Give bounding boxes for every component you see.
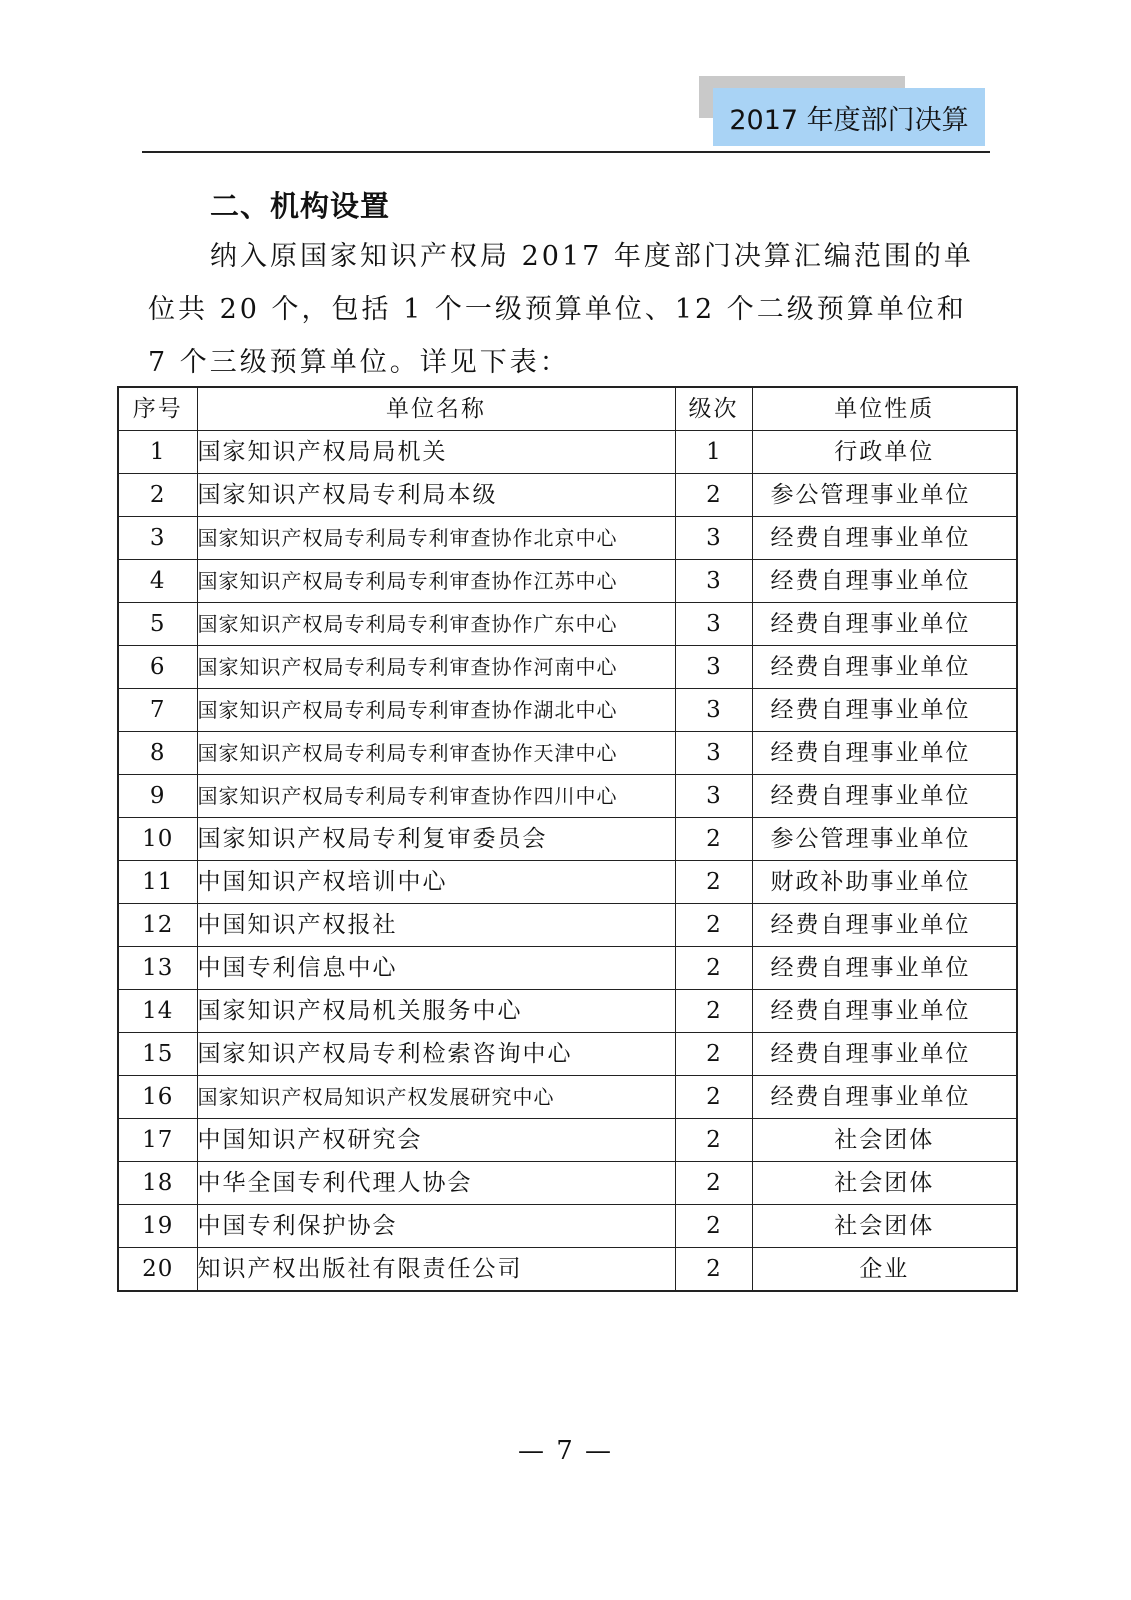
unit-name-cell: 国家知识产权局专利局专利审查协作天津中心 [197, 732, 675, 775]
header-title: 2017 年度部门决算 [729, 104, 969, 136]
row-number-cell: 18 [118, 1162, 197, 1205]
page-number: — 7 — [517, 1436, 614, 1466]
unit-name-cell: 中国知识产权研究会 [197, 1119, 675, 1162]
intro-paragraph: 纳入原国家知识产权局 2017 年度部门决算汇编范围的单位共 20 个，包括 1 个一级预算单位、12 个二级预算单位和 7 个三级预算单位。详见下表： [148, 241, 974, 378]
table-row [118, 646, 1017, 689]
unit-nature-cell: 社会团体 [752, 1205, 1017, 1248]
unit-nature-cell: 企业 [752, 1248, 1017, 1292]
table-row [118, 861, 1017, 904]
unit-level-cell: 3 [675, 517, 752, 560]
table-row [118, 990, 1017, 1033]
unit-name-cell: 国家知识产权局局机关 [197, 431, 675, 474]
unit-level-cell: 2 [675, 1033, 752, 1076]
table-row [118, 1205, 1017, 1248]
unit-nature-cell: 参公管理事业单位 [752, 474, 1017, 517]
row-number-cell: 1 [118, 431, 197, 474]
unit-name-cell: 中国知识产权培训中心 [197, 861, 675, 904]
header-divider [142, 151, 990, 153]
header-cell-name: 单位名称 [197, 387, 675, 431]
unit-nature-cell: 经费自理事业单位 [752, 990, 1017, 1033]
unit-name-cell: 国家知识产权局专利检索咨询中心 [197, 1033, 675, 1076]
unit-level-cell: 3 [675, 560, 752, 603]
table-row [118, 818, 1017, 861]
unit-nature-cell: 经费自理事业单位 [752, 775, 1017, 818]
unit-name-cell: 中国专利信息中心 [197, 947, 675, 990]
unit-level-cell: 2 [675, 1162, 752, 1205]
unit-nature-cell: 经费自理事业单位 [752, 646, 1017, 689]
table-row [118, 1076, 1017, 1119]
row-number-cell: 14 [118, 990, 197, 1033]
row-number-cell: 16 [118, 1076, 197, 1119]
row-number-cell: 8 [118, 732, 197, 775]
unit-level-cell: 3 [675, 775, 752, 818]
unit-nature-cell: 经费自理事业单位 [752, 947, 1017, 990]
unit-level-cell: 3 [675, 689, 752, 732]
unit-level-cell: 2 [675, 990, 752, 1033]
unit-name-cell: 国家知识产权局机关服务中心 [197, 990, 675, 1033]
table-row [118, 689, 1017, 732]
row-number-cell: 6 [118, 646, 197, 689]
row-number-cell: 20 [118, 1248, 197, 1292]
unit-level-cell: 2 [675, 818, 752, 861]
row-number-cell: 7 [118, 689, 197, 732]
row-number-cell: 3 [118, 517, 197, 560]
unit-level-cell: 1 [675, 431, 752, 474]
unit-name-cell: 知识产权出版社有限责任公司 [197, 1248, 675, 1292]
table-row [118, 1248, 1017, 1292]
table-body [118, 431, 1017, 1292]
table-row [118, 1033, 1017, 1076]
table-row [118, 1119, 1017, 1162]
table-row [118, 904, 1017, 947]
unit-name-cell: 国家知识产权局专利局专利审查协作江苏中心 [197, 560, 675, 603]
unit-level-cell: 3 [675, 603, 752, 646]
unit-nature-cell: 经费自理事业单位 [752, 689, 1017, 732]
unit-name-cell: 中华全国专利代理人协会 [197, 1162, 675, 1205]
unit-name-cell: 国家知识产权局知识产权发展研究中心 [197, 1076, 675, 1119]
unit-nature-cell: 经费自理事业单位 [752, 904, 1017, 947]
unit-nature-cell: 经费自理事业单位 [752, 732, 1017, 775]
unit-level-cell: 2 [675, 474, 752, 517]
row-number-cell: 4 [118, 560, 197, 603]
header-cell-level: 级次 [675, 387, 752, 431]
table-row [118, 431, 1017, 474]
table-row [118, 947, 1017, 990]
table-row [118, 732, 1017, 775]
unit-nature-cell: 参公管理事业单位 [752, 818, 1017, 861]
unit-level-cell: 2 [675, 1248, 752, 1292]
table-row [118, 560, 1017, 603]
unit-nature-cell: 财政补助事业单位 [752, 861, 1017, 904]
row-number-cell: 2 [118, 474, 197, 517]
unit-name-cell: 中国专利保护协会 [197, 1205, 675, 1248]
units-table [117, 386, 1018, 1292]
table-header-row [118, 387, 1017, 431]
row-number-cell: 11 [118, 861, 197, 904]
row-number-cell: 5 [118, 603, 197, 646]
unit-name-cell: 国家知识产权局专利局专利审查协作四川中心 [197, 775, 675, 818]
table-row [118, 1162, 1017, 1205]
unit-level-cell: 2 [675, 1076, 752, 1119]
row-number-cell: 19 [118, 1205, 197, 1248]
unit-nature-cell: 行政单位 [752, 431, 1017, 474]
unit-level-cell: 3 [675, 646, 752, 689]
unit-name-cell: 国家知识产权局专利局专利审查协作河南中心 [197, 646, 675, 689]
row-number-cell: 13 [118, 947, 197, 990]
row-number-cell: 15 [118, 1033, 197, 1076]
unit-level-cell: 2 [675, 947, 752, 990]
table-row [118, 517, 1017, 560]
unit-nature-cell: 社会团体 [752, 1119, 1017, 1162]
row-number-cell: 12 [118, 904, 197, 947]
unit-name-cell: 国家知识产权局专利复审委员会 [197, 818, 675, 861]
header-title-box [713, 88, 985, 146]
row-number-cell: 10 [118, 818, 197, 861]
row-number-cell: 17 [118, 1119, 197, 1162]
section-title: 二、机构设置 [210, 189, 391, 223]
table-row [118, 775, 1017, 818]
unit-nature-cell: 经费自理事业单位 [752, 560, 1017, 603]
unit-nature-cell: 经费自理事业单位 [752, 1033, 1017, 1076]
unit-name-cell: 国家知识产权局专利局本级 [197, 474, 675, 517]
row-number-cell: 9 [118, 775, 197, 818]
header-cell-nature: 单位性质 [752, 387, 1017, 431]
unit-nature-cell: 经费自理事业单位 [752, 603, 1017, 646]
unit-nature-cell: 经费自理事业单位 [752, 1076, 1017, 1119]
header-cell-no: 序号 [118, 387, 197, 431]
table-row [118, 603, 1017, 646]
unit-level-cell: 2 [675, 904, 752, 947]
unit-name-cell: 国家知识产权局专利局专利审查协作广东中心 [197, 603, 675, 646]
unit-name-cell: 国家知识产权局专利局专利审查协作北京中心 [197, 517, 675, 560]
unit-nature-cell: 经费自理事业单位 [752, 517, 1017, 560]
unit-level-cell: 2 [675, 1119, 752, 1162]
unit-level-cell: 3 [675, 732, 752, 775]
table-row [118, 474, 1017, 517]
unit-name-cell: 中国知识产权报社 [197, 904, 675, 947]
unit-level-cell: 2 [675, 861, 752, 904]
unit-nature-cell: 社会团体 [752, 1162, 1017, 1205]
unit-name-cell: 国家知识产权局专利局专利审查协作湖北中心 [197, 689, 675, 732]
unit-level-cell: 2 [675, 1205, 752, 1248]
